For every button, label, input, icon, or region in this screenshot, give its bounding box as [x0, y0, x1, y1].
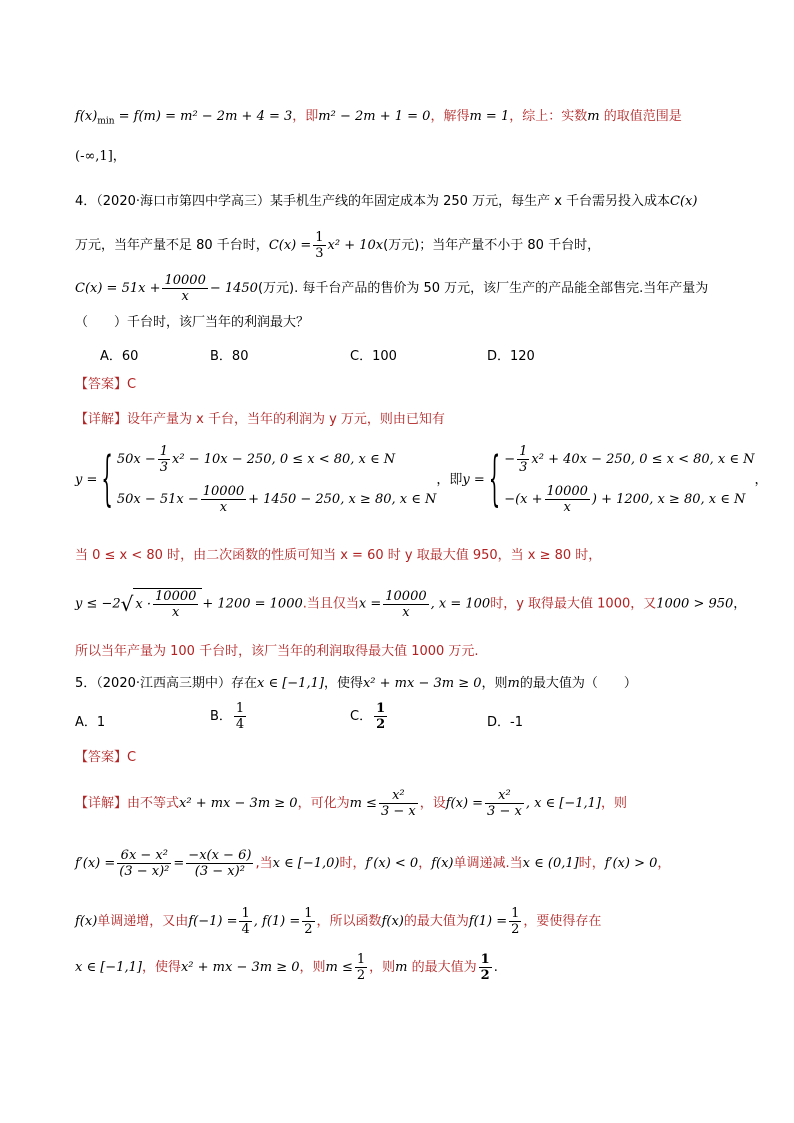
denominator: (3 − x)² — [119, 864, 170, 879]
text: B． — [210, 709, 232, 724]
q4-detail-line-6: 当 0 ≤ x < 80 时，由二次函数的性质可知当 x = 60 时 y 取最大值 950，当 x ≥ 80 时， — [75, 548, 602, 563]
text: ，解得 — [430, 109, 470, 124]
fraction — [479, 952, 492, 983]
text: 的最大值为 — [403, 914, 469, 929]
math: f(x) = — [445, 796, 484, 811]
numerator: 1 — [376, 701, 386, 716]
case-row — [117, 480, 437, 520]
math: f(x) — [75, 109, 98, 124]
math: m² − 2m + 1 = 0 — [318, 109, 431, 124]
denominator: 3 — [519, 460, 528, 475]
text: . — [493, 960, 498, 975]
sqrt-icon: √ — [120, 592, 134, 616]
math: x · — [135, 597, 152, 612]
fraction — [117, 848, 171, 879]
fraction — [355, 952, 367, 983]
math: C(x) = — [268, 238, 312, 253]
denominator: 2 — [480, 968, 490, 983]
math: m — [395, 960, 408, 975]
numerator: 1 — [519, 444, 528, 459]
subscript: min — [97, 116, 115, 127]
denominator: 2 — [376, 717, 386, 732]
math: y ≤ −2 — [75, 596, 121, 612]
q4-stem-line-3 — [75, 273, 708, 304]
text: 时，y 取得最大值 1000，又 — [490, 596, 657, 612]
text: ，综上：实数 — [509, 109, 588, 124]
text: ， — [657, 856, 671, 871]
math: x ∈ [−1,1] — [257, 676, 324, 691]
numerator: x² — [379, 788, 418, 804]
text: C． — [350, 709, 373, 724]
q4-option-b: B．80 — [210, 349, 249, 364]
q4-detail-line-7 — [75, 588, 746, 620]
text: 的取值范围是 — [599, 109, 682, 124]
math: 50x − — [116, 452, 156, 467]
denominator: x — [219, 500, 228, 515]
math: 50x − 51x − — [116, 492, 199, 507]
numerator: 1 — [159, 444, 169, 459]
text: ，则 — [601, 796, 628, 811]
q5-stem — [75, 673, 637, 695]
q4-option-d: D．120 — [487, 349, 535, 364]
fraction — [313, 230, 325, 261]
text: ，可化为 — [297, 796, 350, 811]
numerator: 10000 — [202, 484, 245, 499]
numerator: −x(x − 6) — [188, 848, 252, 863]
q4-answer: 【答案】C — [75, 377, 137, 392]
q4-piecewise-systems — [75, 440, 768, 520]
fraction — [509, 906, 521, 937]
case-row — [504, 440, 754, 480]
q5-option-a: A．1 — [75, 715, 106, 730]
math: = — [173, 856, 185, 871]
text: ,当 — [255, 856, 273, 871]
math: f′(x) > 0 — [604, 856, 658, 871]
text: ，则 — [369, 960, 396, 975]
math: x = — [358, 596, 382, 612]
math: f(x) — [431, 856, 454, 871]
sqrt-content — [133, 588, 202, 620]
math: − 1450 — [209, 281, 258, 296]
fraction — [379, 788, 418, 819]
denominator: x — [402, 604, 410, 620]
math: ) + 1200, x ≥ 80, x ∈ N — [591, 492, 746, 507]
denominator: 2 — [511, 922, 520, 937]
text: 的最大值为（ ） — [519, 676, 637, 691]
text: 时， — [339, 856, 366, 871]
q4-detail-intro — [75, 409, 445, 431]
math: 1000 > 950 — [656, 596, 734, 612]
prev-solution-line-1 — [75, 106, 682, 133]
numerator: 1 — [511, 906, 520, 921]
q4-conclusion: 所以当年产量为 100 千台时，该厂当年的利润取得最大值 1000 万元. — [75, 644, 479, 659]
fraction — [186, 848, 253, 879]
cases — [504, 440, 754, 520]
text: 5．（2020·江西高三期中）存在 — [75, 676, 257, 691]
math: x² + 10x — [327, 238, 384, 253]
math: x² + mx − 3m ≥ 0 — [362, 676, 482, 691]
numerator: 1 — [235, 701, 245, 716]
math: x² − 10x − 250, 0 ≤ x < 80, x ∈ N — [172, 452, 396, 467]
q4-option-a: A．60 — [100, 349, 139, 364]
prev-solution-line-2 — [75, 146, 126, 168]
math: (-∞,1] — [75, 149, 113, 164]
text: ，则 — [481, 676, 508, 691]
fraction — [485, 788, 524, 819]
fraction — [239, 906, 251, 937]
denominator: 2 — [356, 968, 366, 983]
numerator: 10000 — [155, 589, 197, 604]
text: (万元)；当年产量不小于 80 千台时， — [383, 238, 601, 253]
math: f(x) — [75, 914, 98, 929]
math: C(x) = 51x + — [75, 281, 161, 296]
math: + 1450 − 250, x ≥ 80, x ∈ N — [248, 492, 437, 507]
math: x² + mx − 3m ≥ 0 — [180, 960, 300, 975]
math: f′(x) = — [75, 856, 116, 871]
math: f′(x) < 0 — [365, 856, 419, 871]
q5-detail-line-3 — [75, 906, 601, 937]
math: f(x) — [381, 914, 404, 929]
fraction — [302, 906, 314, 937]
text: (万元). 每千台产品的售价为 50 万元，该厂生产的产品能全部售完.当年产量为 — [257, 281, 709, 296]
math: C(x) — [670, 194, 698, 209]
text: 由不等式 — [127, 796, 180, 811]
text: ，所以函数 — [316, 914, 382, 929]
fraction — [545, 484, 590, 515]
numerator: 10000 — [385, 588, 427, 604]
text: ，设 — [419, 796, 446, 811]
text: 单调递减.当 — [453, 856, 523, 871]
text: ，即 — [436, 472, 463, 488]
q5-detail-line-2 — [75, 848, 670, 879]
denominator: 2 — [304, 922, 313, 937]
numerator: 10000 — [164, 273, 206, 288]
math: , f(1) = — [253, 914, 301, 929]
q5-detail-line-1 — [75, 788, 627, 819]
text: ，则 — [299, 960, 326, 975]
math: m — [587, 109, 600, 124]
math: , x = 100 — [430, 596, 491, 612]
math: f(−1) = — [188, 914, 238, 929]
denominator: (3 − x)² — [194, 864, 245, 879]
math: x ∈ [−1,0) — [272, 856, 340, 871]
numerator: x² — [485, 788, 524, 804]
detail-label: 【详解】 — [75, 796, 128, 811]
math: − — [504, 452, 516, 467]
text: ， — [754, 472, 768, 488]
denominator: 4 — [241, 922, 250, 937]
q5-answer: 【答案】C — [75, 750, 137, 765]
case-row — [117, 440, 437, 480]
denominator: 3 — [159, 460, 169, 475]
fraction — [234, 701, 246, 732]
numerator: 6x − x² — [117, 848, 171, 864]
text: 万元，当年产量不足 80 千台时， — [75, 238, 269, 253]
text: ，要使得存在 — [523, 914, 602, 929]
fraction — [158, 444, 170, 475]
denominator: 4 — [235, 717, 245, 732]
denominator: 3 − x — [487, 804, 522, 819]
text: ， — [733, 596, 747, 612]
numerator: 1 — [304, 906, 313, 921]
fraction — [374, 701, 387, 732]
q5-option-b — [210, 701, 248, 732]
denominator: 3 − x — [380, 804, 416, 819]
text: .当且仅当 — [302, 596, 359, 612]
case-row — [504, 480, 754, 520]
math: , x ∈ [−1,1] — [525, 796, 602, 811]
q5-option-d: D．-1 — [487, 715, 523, 730]
q4-stem-line-4: （ ）千台时，该厂当年的利润最大？ — [75, 315, 310, 330]
math: m = 1 — [469, 109, 510, 124]
text: 的最大值为 — [407, 960, 477, 975]
numerator: 1 — [480, 952, 490, 967]
q4-option-c: C．100 — [350, 349, 397, 364]
fraction — [517, 444, 529, 475]
math: −(x + — [504, 492, 543, 507]
math: m ≤ — [325, 960, 353, 975]
fraction — [201, 484, 246, 515]
numerator: 10000 — [546, 484, 588, 499]
left-brace-icon: { — [488, 445, 501, 515]
denominator: x — [172, 605, 180, 620]
detail-label: 【详解】 — [75, 412, 128, 427]
math: f(1) = — [468, 914, 508, 929]
fraction — [162, 273, 207, 304]
text: ， — [112, 149, 126, 164]
text: 单调递增，又由 — [97, 914, 189, 929]
cases — [117, 440, 437, 520]
numerator: 1 — [241, 906, 250, 921]
math: y = — [462, 472, 485, 488]
text: 时， — [578, 856, 605, 871]
fraction — [383, 589, 428, 620]
text: ，使得 — [141, 960, 181, 975]
math: y = — [75, 472, 98, 488]
math: x² + mx − 3m ≥ 0 — [179, 796, 298, 811]
text: ，使得 — [323, 676, 363, 691]
math: x ∈ [−1,1] — [75, 960, 142, 975]
math: = f(m) = m² − 2m + 4 = 3 — [114, 109, 293, 124]
math: m ≤ — [349, 796, 377, 811]
left-brace-icon: { — [101, 445, 113, 515]
numerator: 1 — [356, 952, 366, 967]
denominator: 3 — [315, 246, 324, 261]
q4-stem-line-1 — [75, 191, 697, 213]
denominator: x — [563, 500, 571, 515]
math: x ∈ (0,1] — [522, 856, 579, 871]
text: 设年产量为 x 千台，当年的利润为 y 万元，则由已知有 — [127, 412, 445, 427]
text: 4．（2020·海口市第四中学高三）某手机生产线的年固定成本为 250 万元，每生产 x 千台需另投入成本 — [75, 194, 671, 209]
q5-option-c — [350, 701, 389, 732]
text: ，即 — [292, 109, 319, 124]
q5-detail-line-4 — [75, 952, 498, 983]
math: x² + 40x − 250, 0 ≤ x < 80, x ∈ N — [531, 452, 755, 467]
math: + 1200 = 1000 — [202, 596, 303, 612]
math: m — [507, 676, 520, 691]
numerator: 1 — [315, 230, 324, 245]
fraction — [153, 589, 198, 620]
q4-stem-line-2 — [75, 230, 600, 261]
denominator: x — [181, 289, 189, 304]
text: ， — [418, 856, 432, 871]
